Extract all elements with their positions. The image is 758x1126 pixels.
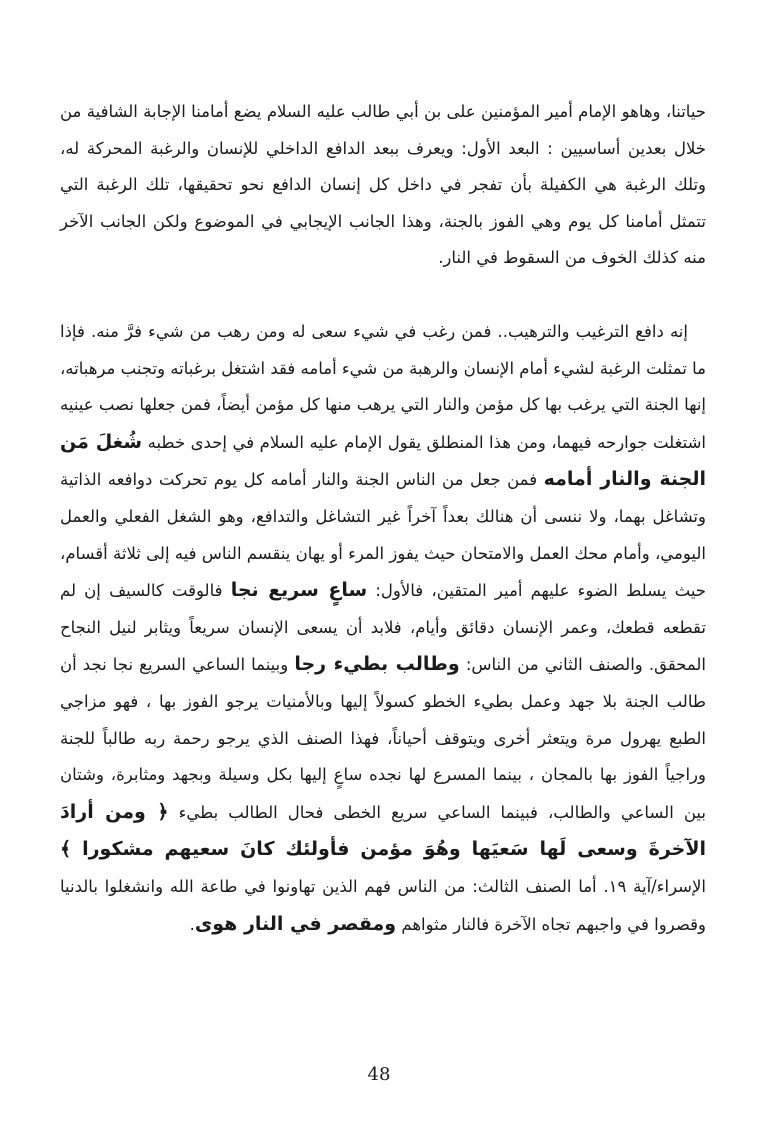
paragraph-2 xyxy=(60,314,706,943)
page-number: 48 xyxy=(367,1064,391,1085)
paragraph-2-segment-2: فمن جعل من الناس الجنة والنار أمامه كل يوم تحركت دوافعه الذاتية وتشاغل بهما، ولا ننسى أن هنالك بعداً آخراً غير التشاغل والتدافع، وهو الشغل الفعلي والعمل اليومي، وأمام محك العمل والامتحان حيث يفوز المرء أو يهان ينقسم الناس فيه إلى ثلاثة أقسام، حيث يسلط الضوء عليهم أمير المتقين، فالأول: xyxy=(60,470,707,601)
paragraph-2-segment-3: فالوقت كالسيف إن لم تقطعه قطعك، وعمر الإنسان دقائق وأيام، فلابد أن يسعى الإنسان سريعاً ويثابر لنيل النجاح المحقق. والصنف الثاني من الناس: xyxy=(60,581,707,675)
paragraph-2-segment-4: وبينما الساعي السريع نجا نجد أن طالب الجنة بلا جهد وعمل بطيء الخطو كسولاً إليها وبالأمنيات يرجو الفوز بها ، فهو مزاجي الطبع يهرول مرة ويتعثر أخرى ويتوقف أحياناً، فهذا الصنف الذي يرجو رحمة ربه طالباً للجنة وراجياً الفوز بها بالمجان ، بينما المسرع لها نجده ساعٍ إليها بكل وسيلة وبجهد ومثابرة، وشتان بين الساعي والطالب، فبينما الساعي سريع الخطى فحال الطالب بطيء xyxy=(60,655,706,822)
quote-bold-5: ومقصر في النار هوى xyxy=(194,912,397,935)
quote-bold-1: شُغلَ مَن الجنة والنار أمامه xyxy=(60,430,706,491)
paragraph-2-segment-1: إنه دافع الترغيب والترهيب.. فمن رغب في شيء سعى له ومن رهب من شيء فرَّ منه. فإذا ما تمثلت الرغبة لشيء أمام الإنسان والرهبة من شيء أمامه فقد اشتغل برغباته وتجنب مرهباته، إنها الجنة التي يرغب بها كل مؤمن والنار التي يرهب منها كل مؤمن أيضاً، فمن جعلها نصب عينيه اشتغلت جوارحه فيهما، ومن هذا المنطلق يقول الإمام عليه السلام في إحدى خطبه xyxy=(59,322,706,452)
paragraph-2-segment-5: الإسراء/آية ١٩. أما الصنف الثالث: من الناس فهم الذين تهاونوا في طاعة الله وانشغلوا بالدنيا وقصروا في واجبهم تجاه الآخرة فالنار مثواهم xyxy=(60,876,707,934)
quran-verse: ﴿ ومن أرادَ الآخرةَ وسعى لَها سَعيَها وهُوَ مؤمن فأولئك كانَ سعيهم مشكورا ﴾ xyxy=(60,800,706,861)
quote-bold-3: وطالب بطيء رجا xyxy=(294,653,460,676)
paragraph-2-body xyxy=(60,314,706,943)
quote-bold-2: ساعٍ سريع نجا xyxy=(230,579,368,602)
paragraph-1-text: حياتنا، وهاهو الإمام أمير المؤمنين على بن أبي طالب عليه السلام يضع أمامنا الإجابة الشافية من خلال بعدين أساسيين : البعد الأول: ويعرف ببعد الدافع الداخلي للإنسان والرغبة المحركة له، وتلك الرغبة هي الكفيلة بأن تفجر في داخل كل إنسان الدافع نحو تحقيقها، تلك الرغبة التي تتمثل أمامنا كل يوم وهي الفوز بالجنة، وهذا الجانب الإيجابي في الموضوع ولكن الجانب الآخر منه كذلك الخوف من السقوط في النار. xyxy=(60,102,706,268)
paragraph-2-segment-6: . xyxy=(189,914,195,934)
paragraph-1 xyxy=(60,94,706,277)
